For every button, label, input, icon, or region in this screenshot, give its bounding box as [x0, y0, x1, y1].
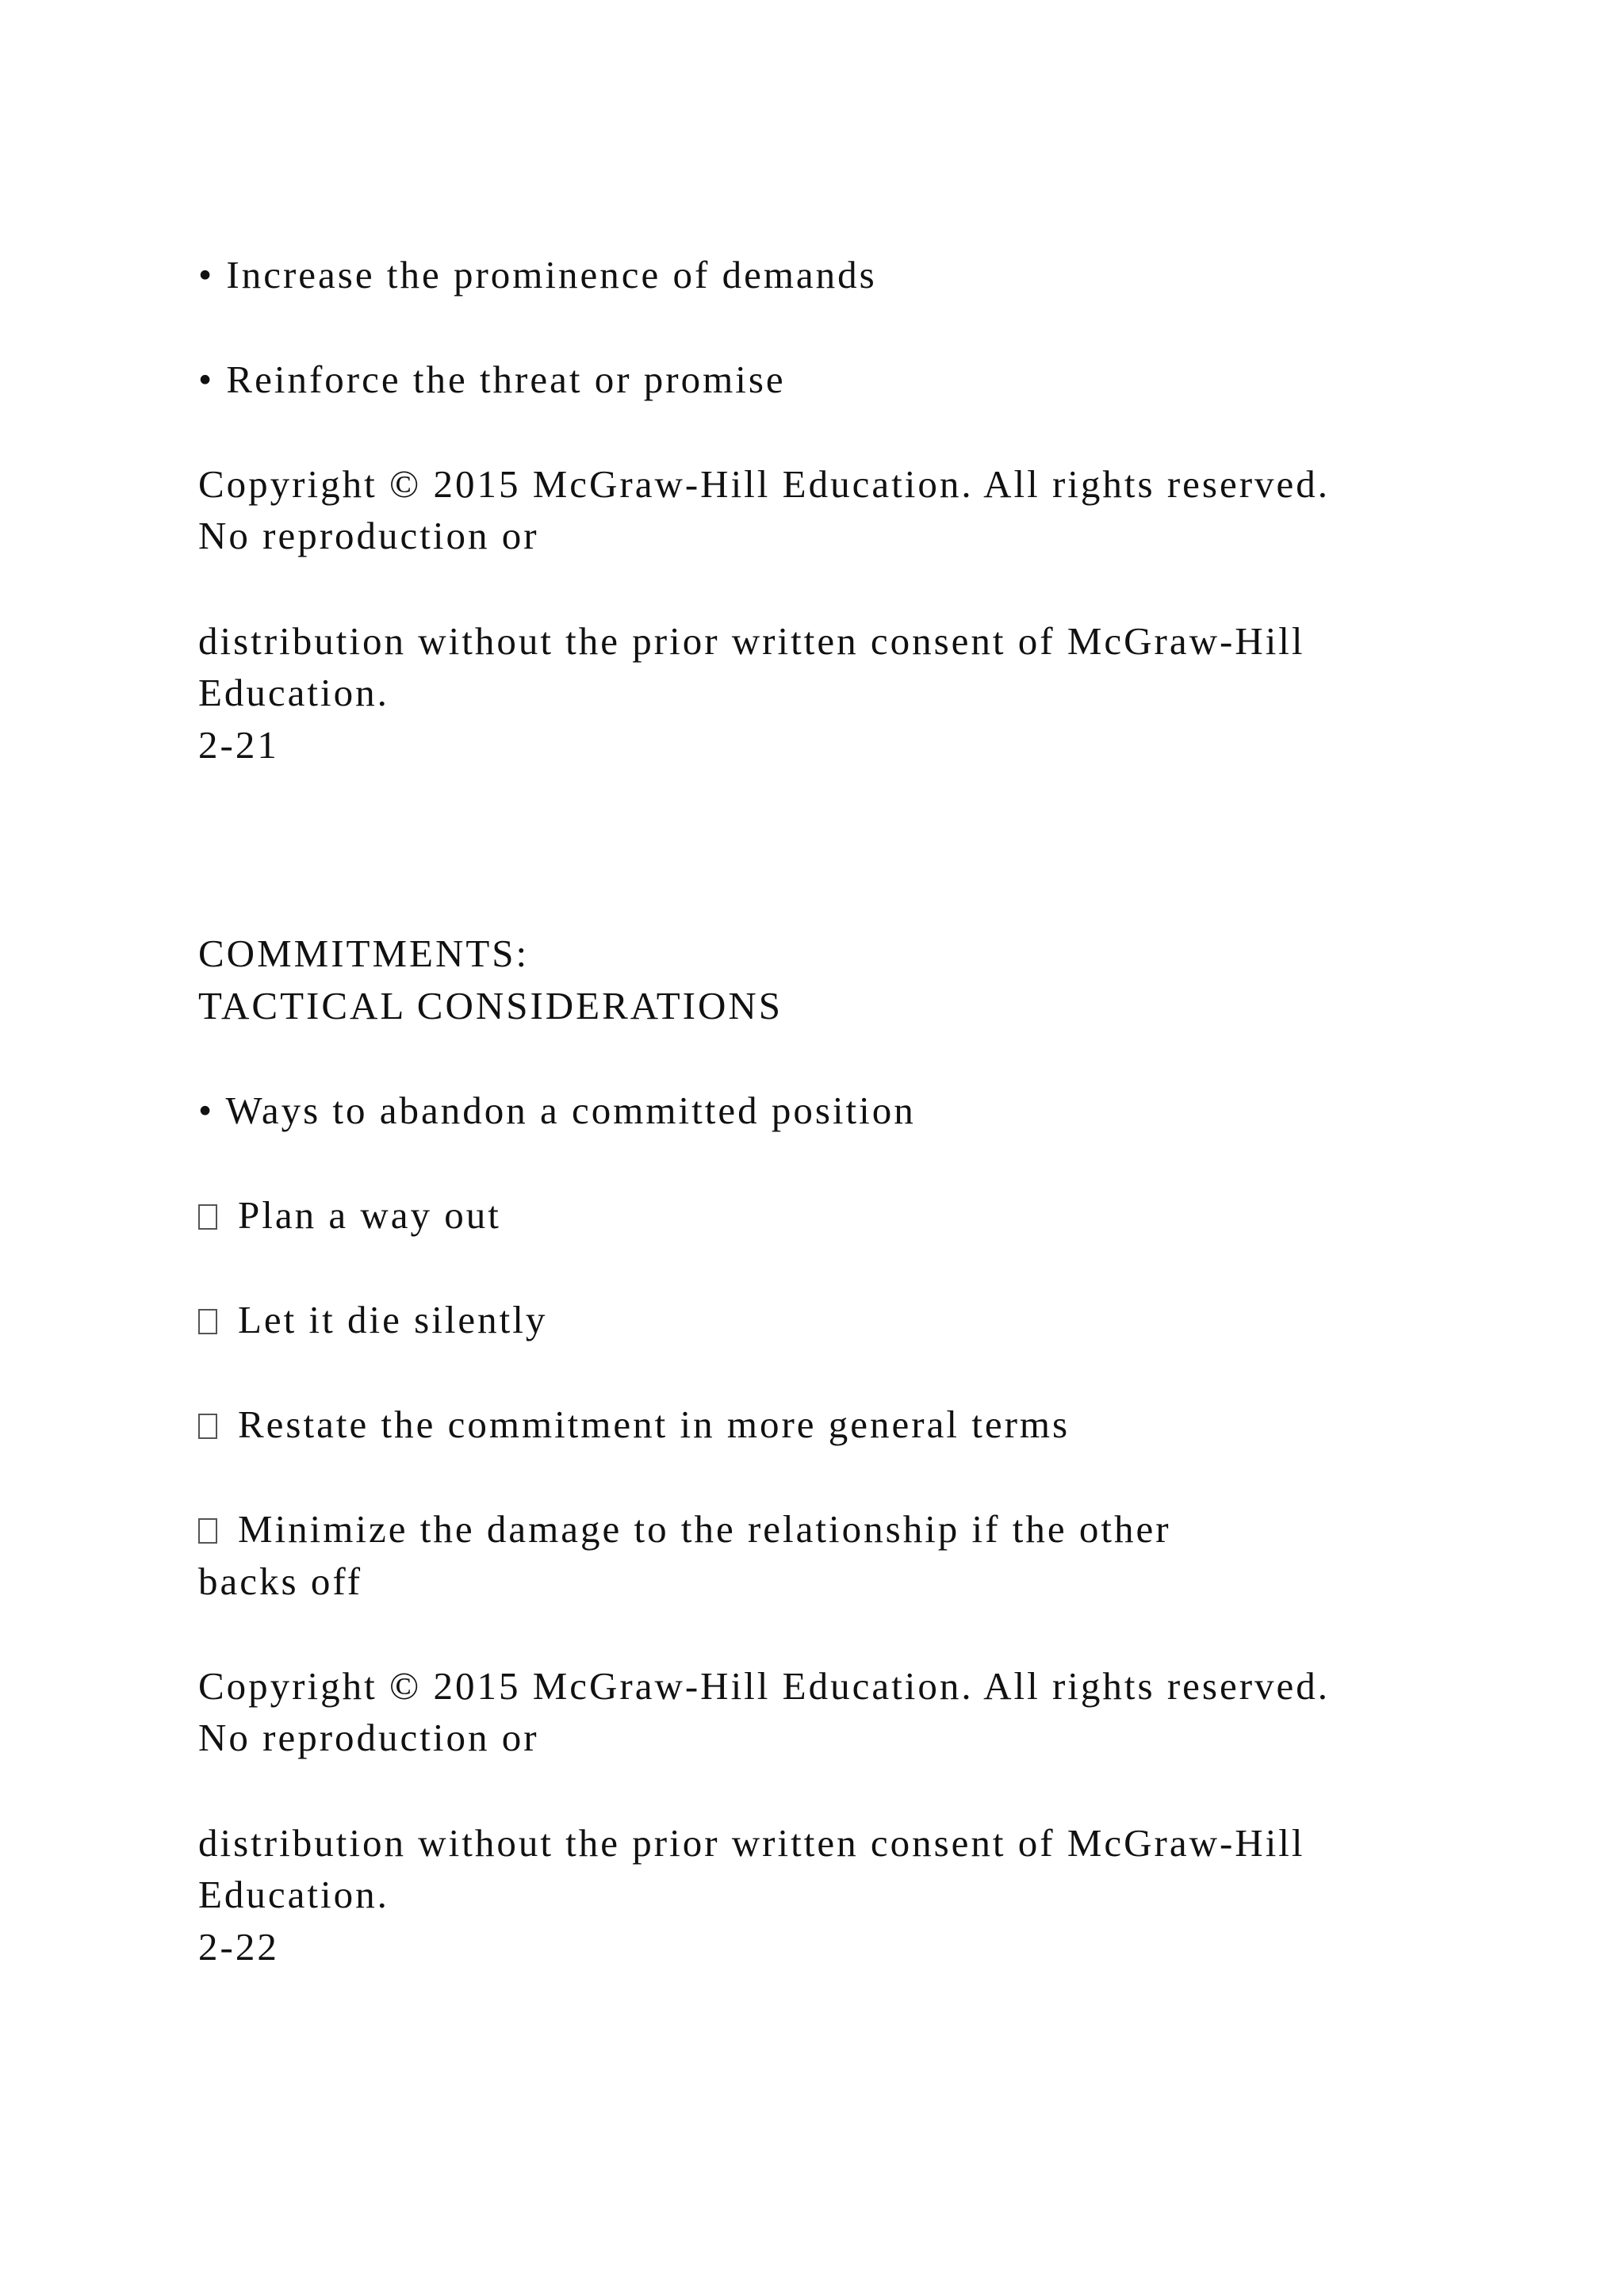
missing-glyph-box-icon	[198, 1309, 217, 1334]
sub-bullet-continuation: backs off	[198, 1559, 363, 1603]
missing-glyph-box-icon	[198, 1204, 217, 1230]
sub-bullet-text: Restate the commitment in more general terms	[238, 1402, 1071, 1446]
missing-glyph-box-icon	[198, 1518, 217, 1544]
sub-bullet-item	[198, 1193, 501, 1237]
sub-bullet-text: Minimize the damage to the relationship if the other	[238, 1507, 1171, 1551]
sub-bullet-item	[198, 1507, 1171, 1551]
copyright-text: No reproduction or	[198, 1716, 539, 1759]
sub-bullet-item	[198, 1402, 1071, 1446]
copyright-text: distribution without the prior written consent of McGraw-Hill	[198, 1821, 1305, 1865]
slide-number: 2-21	[198, 723, 279, 767]
bullet-item: • Ways to abandon a committed position	[198, 1089, 916, 1132]
slide-number: 2-22	[198, 1925, 279, 1969]
section-title: TACTICAL CONSIDERATIONS	[198, 984, 783, 1027]
copyright-text: Education.	[198, 671, 389, 714]
bullet-item: • Increase the prominence of demands	[198, 253, 877, 297]
copyright-text: Education.	[198, 1873, 389, 1916]
copyright-text: Copyright © 2015 McGraw-Hill Education. All rights reserved.	[198, 462, 1331, 506]
bullet-item: • Reinforce the threat or promise	[198, 358, 786, 401]
section-title: COMMITMENTS:	[198, 932, 530, 975]
sub-bullet-text: Let it die silently	[238, 1298, 548, 1341]
sub-bullet-item	[198, 1300, 547, 1339]
copyright-text: Copyright © 2015 McGraw-Hill Education. All rights reserved.	[198, 1664, 1331, 1708]
copyright-text: distribution without the prior written consent of McGraw-Hill	[198, 619, 1305, 663]
copyright-text: No reproduction or	[198, 514, 539, 557]
sub-bullet-text: Plan a way out	[238, 1193, 501, 1237]
missing-glyph-box-icon	[198, 1414, 217, 1439]
